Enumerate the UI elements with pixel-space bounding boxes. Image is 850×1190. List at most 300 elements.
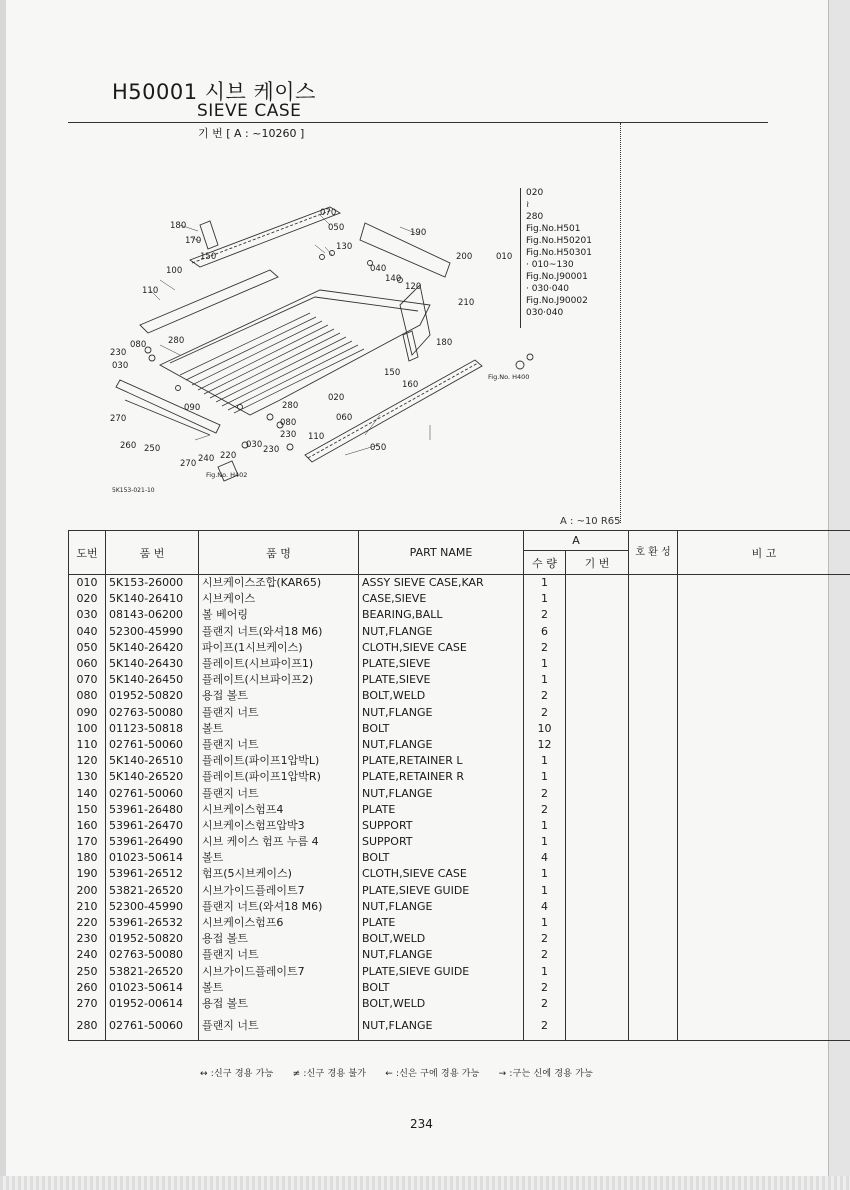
- cell-part-name: NUT,FLANGE: [359, 899, 524, 915]
- cell-part-name: BOLT,WELD: [359, 688, 524, 704]
- cell-remarks: [678, 899, 850, 915]
- cell-kr-name: 볼트: [199, 721, 359, 737]
- cell-part-name: NUT,FLANGE: [359, 947, 524, 963]
- cell-remarks: [678, 883, 850, 899]
- cell-kr-name: 플랜지 너트: [199, 785, 359, 801]
- header-part-no: 품 번: [106, 531, 199, 575]
- cell-part-name: SUPPORT: [359, 834, 524, 850]
- cell-qty: 12: [524, 737, 566, 753]
- cell-part-no: 5K140-26520: [106, 769, 199, 785]
- cell-qty: 2: [524, 640, 566, 656]
- cell-interchange: [629, 883, 678, 899]
- table-row: [69, 980, 850, 996]
- cell-serial: [566, 996, 629, 1012]
- cell-remarks: [678, 753, 850, 769]
- cell-part-name: PLATE: [359, 915, 524, 931]
- legend-item: ≠ :신구 경용 불가: [292, 1069, 367, 1079]
- header-serial: 기 번: [566, 551, 629, 575]
- cell-part-name: NUT,FLANGE: [359, 785, 524, 801]
- callout-label: 110: [142, 286, 159, 296]
- cell-no: 180: [69, 850, 106, 866]
- cell-interchange: [629, 818, 678, 834]
- cell-kr-name: 플랜지 너트: [199, 705, 359, 721]
- cell-no: 070: [69, 672, 106, 688]
- cell-no: 150: [69, 802, 106, 818]
- cell-serial: [566, 607, 629, 623]
- callout-label: 030: [246, 440, 263, 450]
- cell-remarks: [678, 1012, 850, 1041]
- reference-item: 030·040: [526, 308, 564, 318]
- cell-serial: [566, 866, 629, 882]
- callout-label: 200: [456, 252, 473, 262]
- cell-qty: 1: [524, 656, 566, 672]
- cell-part-no: 02761-50060: [106, 737, 199, 753]
- callout-label: 180: [170, 221, 187, 231]
- cell-remarks: [678, 737, 850, 753]
- cell-qty: 1: [524, 769, 566, 785]
- cell-part-no: 01952-00614: [106, 996, 199, 1012]
- scan-edge-left: [0, 0, 6, 1190]
- cell-no: 090: [69, 705, 106, 721]
- cell-no: 230: [69, 931, 106, 947]
- cell-part-name: PLATE,RETAINER R: [359, 769, 524, 785]
- cell-qty: 1: [524, 834, 566, 850]
- cell-interchange: [629, 737, 678, 753]
- cell-interchange: [629, 672, 678, 688]
- header-part-name: PART NAME: [359, 531, 524, 575]
- cell-no: 050: [69, 640, 106, 656]
- cell-part-name: NUT,FLANGE: [359, 705, 524, 721]
- callout-label: 080: [280, 418, 297, 428]
- table-row: [69, 591, 850, 607]
- cell-interchange: [629, 866, 678, 882]
- cell-part-name: BOLT: [359, 721, 524, 737]
- callout-label: 280: [168, 336, 185, 346]
- cell-remarks: [678, 575, 850, 592]
- table-row: [69, 1012, 850, 1041]
- cell-kr-name: 용접 볼트: [199, 996, 359, 1012]
- cell-qty: 2: [524, 980, 566, 996]
- cell-kr-name: 플레이트(파이프1압박R): [199, 769, 359, 785]
- reference-item: Fig.No.H501: [526, 224, 581, 234]
- cell-interchange: [629, 769, 678, 785]
- cell-remarks: [678, 785, 850, 801]
- cell-qty: 2: [524, 785, 566, 801]
- table-row: [69, 656, 850, 672]
- cell-serial: [566, 575, 629, 592]
- cell-remarks: [678, 834, 850, 850]
- cell-interchange: [629, 850, 678, 866]
- cell-qty: 1: [524, 753, 566, 769]
- callout-label: 240: [198, 454, 215, 464]
- cell-no: 010: [69, 575, 106, 592]
- cell-remarks: [678, 866, 850, 882]
- cell-interchange: [629, 915, 678, 931]
- table-row: [69, 688, 850, 704]
- cell-part-name: CLOTH,SIEVE CASE: [359, 866, 524, 882]
- callout-label: 020: [328, 393, 345, 403]
- callout-label: 130: [336, 242, 353, 252]
- callout-label: 280: [282, 401, 299, 411]
- header-no: 도번: [69, 531, 106, 575]
- cell-remarks: [678, 980, 850, 996]
- cell-interchange: [629, 947, 678, 963]
- cell-part-name: PLATE,SIEVE GUIDE: [359, 964, 524, 980]
- cell-no: 140: [69, 785, 106, 801]
- cell-serial: [566, 915, 629, 931]
- cell-part-no: 53961-26532: [106, 915, 199, 931]
- table-row: [69, 607, 850, 623]
- cell-serial: [566, 656, 629, 672]
- cell-part-no: 53961-26480: [106, 802, 199, 818]
- cell-remarks: [678, 964, 850, 980]
- callout-label: 010: [496, 252, 513, 262]
- table-row: [69, 575, 850, 592]
- cell-no: 100: [69, 721, 106, 737]
- reference-item: 280: [526, 212, 544, 222]
- callout-label: 070: [320, 208, 337, 218]
- cell-serial: [566, 947, 629, 963]
- exploded-parts-diagram: [100, 185, 550, 495]
- cell-qty: 2: [524, 931, 566, 947]
- cell-qty: 1: [524, 591, 566, 607]
- callout-label: 220: [220, 451, 237, 461]
- table-row: [69, 640, 850, 656]
- cell-remarks: [678, 915, 850, 931]
- cell-serial: [566, 672, 629, 688]
- cell-interchange: [629, 624, 678, 640]
- cell-interchange: [629, 640, 678, 656]
- cell-part-no: 02761-50060: [106, 1012, 199, 1041]
- cell-qty: 1: [524, 575, 566, 592]
- cell-serial: [566, 850, 629, 866]
- cell-qty: 1: [524, 883, 566, 899]
- cell-interchange: [629, 996, 678, 1012]
- cell-remarks: [678, 769, 850, 785]
- cell-part-no: 52300-45990: [106, 899, 199, 915]
- cell-kr-name: 시브케이스험프압박3: [199, 818, 359, 834]
- table-row: [69, 624, 850, 640]
- reference-item: Fig.No.H50301: [526, 248, 592, 258]
- cell-no: 190: [69, 866, 106, 882]
- cell-kr-name: 시브케이스험프4: [199, 802, 359, 818]
- table-row: [69, 753, 850, 769]
- cell-remarks: [678, 721, 850, 737]
- cell-serial: [566, 753, 629, 769]
- table-row: [69, 785, 850, 801]
- cell-part-no: 01023-50614: [106, 980, 199, 996]
- cell-serial: [566, 931, 629, 947]
- cell-part-name: PLATE: [359, 802, 524, 818]
- cell-part-no: 02763-50080: [106, 705, 199, 721]
- cell-serial: [566, 964, 629, 980]
- header-interchange: 호 환 성: [629, 531, 678, 575]
- callout-label: 210: [458, 298, 475, 308]
- cell-qty: 1: [524, 672, 566, 688]
- cell-qty: 2: [524, 996, 566, 1012]
- table-row: [69, 947, 850, 963]
- cell-interchange: [629, 575, 678, 592]
- cell-interchange: [629, 899, 678, 915]
- cell-remarks: [678, 656, 850, 672]
- cell-remarks: [678, 947, 850, 963]
- cell-serial: [566, 705, 629, 721]
- cell-serial: [566, 688, 629, 704]
- callout-label: 040: [370, 264, 387, 274]
- cell-kr-name: 시브케이스조합(KAR65): [199, 575, 359, 592]
- cell-kr-name: 험프(5시브케이스): [199, 866, 359, 882]
- cell-no: 110: [69, 737, 106, 753]
- header-qty: 수 량: [524, 551, 566, 575]
- cell-no: 240: [69, 947, 106, 963]
- cell-part-no: 01952-50820: [106, 931, 199, 947]
- truncated-model-label: A : ~10 R65: [560, 516, 621, 527]
- cell-no: 260: [69, 980, 106, 996]
- cell-serial: [566, 769, 629, 785]
- cell-interchange: [629, 688, 678, 704]
- callout-label: 190: [410, 228, 427, 238]
- reference-item: ≀: [526, 200, 530, 210]
- cell-serial: [566, 834, 629, 850]
- cell-part-no: 01023-50614: [106, 850, 199, 866]
- cell-no: 060: [69, 656, 106, 672]
- figure-reference-list: [496, 187, 592, 319]
- cell-interchange: [629, 753, 678, 769]
- cell-part-name: CLOTH,SIEVE CASE: [359, 640, 524, 656]
- cell-serial: [566, 1012, 629, 1041]
- cell-part-name: NUT,FLANGE: [359, 1012, 524, 1041]
- reference-item: Fig.No.J90002: [526, 296, 588, 306]
- cell-qty: 2: [524, 802, 566, 818]
- table-row: [69, 899, 850, 915]
- reference-item: · 010~130: [526, 260, 574, 270]
- callout-label: 150: [200, 252, 217, 262]
- cell-kr-name: 시브케이스험프6: [199, 915, 359, 931]
- table-row: [69, 672, 850, 688]
- cell-interchange: [629, 591, 678, 607]
- cell-remarks: [678, 688, 850, 704]
- cell-remarks: [678, 624, 850, 640]
- cell-part-no: 53961-26470: [106, 818, 199, 834]
- cell-part-no: 02763-50080: [106, 947, 199, 963]
- cell-serial: [566, 883, 629, 899]
- cell-remarks: [678, 818, 850, 834]
- cell-no: 160: [69, 818, 106, 834]
- cell-part-no: 52300-45990: [106, 624, 199, 640]
- cell-part-no: 5K140-26430: [106, 656, 199, 672]
- serial-range-note: 기 번 [ A : ~10260 ]: [198, 127, 305, 140]
- cell-part-no: 53961-26512: [106, 866, 199, 882]
- cell-qty: 1: [524, 866, 566, 882]
- table-row: [69, 737, 850, 753]
- table-row: [69, 850, 850, 866]
- cell-interchange: [629, 834, 678, 850]
- cell-kr-name: 플랜지 너트: [199, 947, 359, 963]
- cell-interchange: [629, 785, 678, 801]
- header-remarks: 비 고: [678, 531, 850, 575]
- callout-label: 230: [110, 348, 127, 358]
- cell-part-name: BEARING,BALL: [359, 607, 524, 623]
- callout-label: 270: [110, 414, 127, 424]
- cell-qty: 6: [524, 624, 566, 640]
- cell-part-no: 5K140-26510: [106, 753, 199, 769]
- legend-item: ↔ :신구 경용 가능: [200, 1069, 274, 1079]
- cell-remarks: [678, 802, 850, 818]
- callout-label: 230: [280, 430, 297, 440]
- cell-part-no: 01123-50818: [106, 721, 199, 737]
- table-row: [69, 915, 850, 931]
- cell-part-no: 02761-50060: [106, 785, 199, 801]
- table-row: [69, 866, 850, 882]
- cell-remarks: [678, 591, 850, 607]
- cell-serial: [566, 785, 629, 801]
- cell-serial: [566, 721, 629, 737]
- cell-kr-name: 용접 볼트: [199, 688, 359, 704]
- table-row: [69, 802, 850, 818]
- legend-item: → :구는 신에 경용 가능: [498, 1069, 593, 1079]
- cell-kr-name: 플레이트(시브파이프1): [199, 656, 359, 672]
- reference-item: · 030·040: [526, 284, 569, 294]
- table-row: [69, 721, 850, 737]
- cell-part-name: PLATE,RETAINER L: [359, 753, 524, 769]
- table-row: [69, 883, 850, 899]
- cell-qty: 1: [524, 915, 566, 931]
- cell-no: 250: [69, 964, 106, 980]
- cell-serial: [566, 818, 629, 834]
- cell-interchange: [629, 964, 678, 980]
- callout-label: 030: [112, 361, 129, 371]
- cell-interchange: [629, 802, 678, 818]
- cell-kr-name: 플랜지 너트: [199, 737, 359, 753]
- cell-remarks: [678, 640, 850, 656]
- callout-label: 080: [130, 340, 147, 350]
- cell-part-no: 5K153-26000: [106, 575, 199, 592]
- cell-qty: 2: [524, 947, 566, 963]
- cell-kr-name: 플랜지 너트(와셔18 M6): [199, 899, 359, 915]
- table-row: [69, 964, 850, 980]
- cell-serial: [566, 591, 629, 607]
- table-row: [69, 705, 850, 721]
- diagram-footnote: 5K153-021-10: [112, 487, 155, 494]
- cell-part-no: 08143-06200: [106, 607, 199, 623]
- cell-part-no: 53821-26520: [106, 964, 199, 980]
- page-subtitle: SIEVE CASE: [197, 101, 302, 121]
- cell-qty: 1: [524, 818, 566, 834]
- table-row: [69, 834, 850, 850]
- callout-label: 230: [263, 445, 280, 455]
- table-row: [69, 931, 850, 947]
- cell-no: 270: [69, 996, 106, 1012]
- callout-label: 110: [308, 432, 325, 442]
- header-group-a: A: [524, 531, 629, 551]
- callout-label: 180: [436, 338, 453, 348]
- cell-qty: 4: [524, 899, 566, 915]
- title-divider: [68, 122, 768, 123]
- cell-part-no: 5K140-26420: [106, 640, 199, 656]
- cell-no: 130: [69, 769, 106, 785]
- cell-qty: 2: [524, 607, 566, 623]
- reference-item: Fig.No.H50201: [526, 236, 592, 246]
- cell-no: 120: [69, 753, 106, 769]
- page-number: 234: [410, 1117, 433, 1131]
- cell-part-name: SUPPORT: [359, 818, 524, 834]
- cell-part-name: BOLT,WELD: [359, 996, 524, 1012]
- cell-part-name: PLATE,SIEVE: [359, 672, 524, 688]
- callout-label: Fig.No. H402: [206, 471, 248, 479]
- cell-kr-name: 파이프(1시브케이스): [199, 640, 359, 656]
- cell-serial: [566, 802, 629, 818]
- callout-label: 140: [385, 274, 402, 284]
- cell-remarks: [678, 672, 850, 688]
- cell-part-name: ASSY SIEVE CASE,KAR: [359, 575, 524, 592]
- cell-part-no: 53961-26490: [106, 834, 199, 850]
- header-kr-name: 품 명: [199, 531, 359, 575]
- cell-kr-name: 플레이트(시브파이프2): [199, 672, 359, 688]
- cell-qty: 1: [524, 964, 566, 980]
- cell-part-name: BOLT: [359, 850, 524, 866]
- cell-part-name: NUT,FLANGE: [359, 624, 524, 640]
- cell-part-name: PLATE,SIEVE: [359, 656, 524, 672]
- cell-no: 020: [69, 591, 106, 607]
- callout-label: 060: [336, 413, 353, 423]
- cell-interchange: [629, 980, 678, 996]
- cell-qty: 2: [524, 1012, 566, 1041]
- cell-remarks: [678, 850, 850, 866]
- cell-no: 030: [69, 607, 106, 623]
- cell-interchange: [629, 607, 678, 623]
- cell-serial: [566, 640, 629, 656]
- cell-kr-name: 플랜지 너트(와셔18 M6): [199, 624, 359, 640]
- cell-kr-name: 시브가이드플레이트7: [199, 883, 359, 899]
- cell-kr-name: 볼 베어링: [199, 607, 359, 623]
- reference-item: 020: [526, 188, 544, 198]
- cell-interchange: [629, 931, 678, 947]
- cell-kr-name: 볼트: [199, 850, 359, 866]
- cell-qty: 10: [524, 721, 566, 737]
- cell-no: 170: [69, 834, 106, 850]
- cell-remarks: [678, 996, 850, 1012]
- cell-part-no: 53821-26520: [106, 883, 199, 899]
- callout-label: 120: [405, 282, 422, 292]
- cell-part-name: BOLT,WELD: [359, 931, 524, 947]
- cell-serial: [566, 899, 629, 915]
- cell-remarks: [678, 607, 850, 623]
- parts-table: [68, 530, 850, 1041]
- cell-serial: [566, 737, 629, 753]
- cell-remarks: [678, 705, 850, 721]
- callout-label: Fig.No. H400: [488, 373, 530, 381]
- diagram-divider: [620, 123, 621, 523]
- cell-part-no: 5K140-26410: [106, 591, 199, 607]
- cell-no: 220: [69, 915, 106, 931]
- cell-qty: 4: [524, 850, 566, 866]
- scan-edge-bottom: [0, 1176, 850, 1190]
- cell-no: 210: [69, 899, 106, 915]
- cell-interchange: [629, 721, 678, 737]
- cell-qty: 2: [524, 688, 566, 704]
- callout-label: 050: [328, 223, 345, 233]
- cell-kr-name: 용접 볼트: [199, 931, 359, 947]
- callout-label: 090: [184, 403, 201, 413]
- callout-label: 050: [370, 443, 387, 453]
- cell-part-name: CASE,SIEVE: [359, 591, 524, 607]
- cell-kr-name: 플랜지 너트: [199, 1012, 359, 1041]
- cell-kr-name: 플레이트(파이프1압박L): [199, 753, 359, 769]
- callout-label: 150: [384, 368, 401, 378]
- cell-interchange: [629, 705, 678, 721]
- callout-label: 100: [166, 266, 183, 276]
- cell-no: 200: [69, 883, 106, 899]
